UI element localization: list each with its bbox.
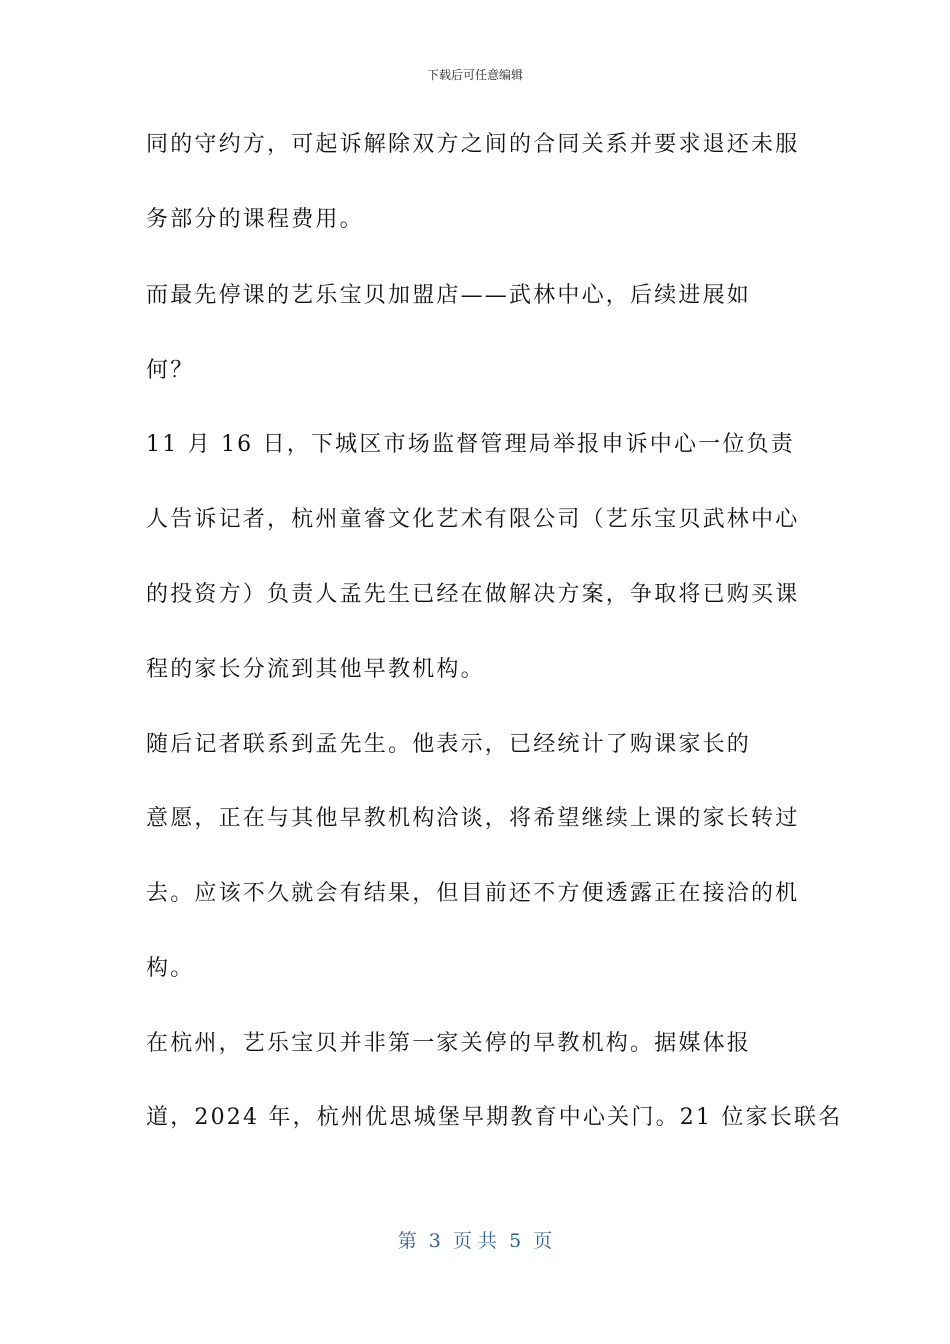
page-header: 下载后可任意编辑 bbox=[426, 68, 523, 82]
text-line: 去。应该不久就会有结果，但目前还不方便透露正在接洽的机 bbox=[146, 881, 800, 906]
text-line: 同的守约方，可起诉解除双方之间的合同关系并要求退还未服 bbox=[146, 132, 800, 157]
text-line: 程的家长分流到其他早教机构。 bbox=[146, 657, 485, 682]
text-line: 构。 bbox=[146, 956, 195, 981]
text-line: 随后记者联系到孟先生。他表示，已经统计了购课家长的 bbox=[146, 732, 752, 757]
text-line: 人告诉记者，杭州童睿文化艺术有限公司（艺乐宝贝武林中心 bbox=[146, 507, 800, 532]
text-line: 务部分的课程费用。 bbox=[146, 207, 364, 232]
text-line: 的投资方）负责人孟先生已经在做解决方案，争取将已购买课 bbox=[146, 582, 800, 607]
page-footer: 第 3 页 共 5 页 bbox=[397, 1230, 553, 1252]
text-line: 道，2024 年，杭州优思城堡早期教育中心关门。21 位家长联名 bbox=[146, 1105, 843, 1130]
text-line: 在杭州，艺乐宝贝并非第一家关停的早教机构。据媒体报 bbox=[146, 1031, 752, 1056]
text-line: 而最先停课的艺乐宝贝加盟店——武林中心，后续进展如 bbox=[146, 283, 752, 308]
text-line: 何？ bbox=[146, 358, 195, 383]
text-line: 意愿，正在与其他早教机构洽谈，将希望继续上课的家长转过 bbox=[146, 806, 800, 831]
text-line: 11 月 16 日，下城区市场监督管理局举报申诉中心一位负责 bbox=[146, 432, 795, 457]
